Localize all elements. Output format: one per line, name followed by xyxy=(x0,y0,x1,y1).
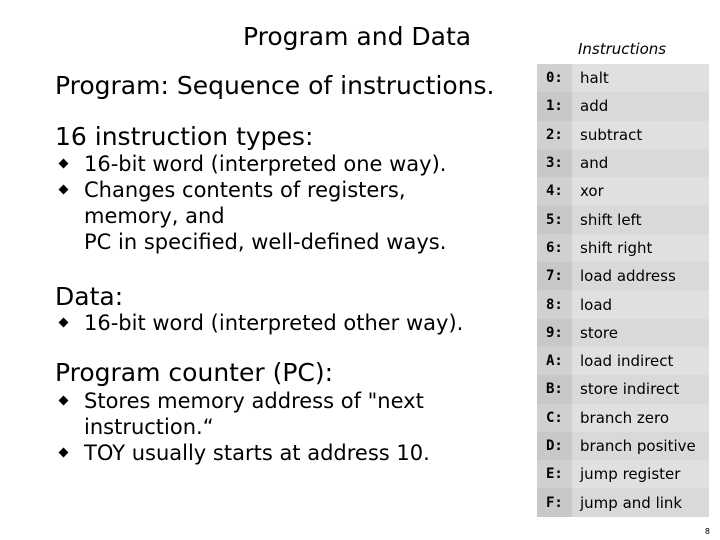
opcode: C: xyxy=(537,404,572,432)
instruction-row xyxy=(537,319,709,347)
opcode: 5: xyxy=(537,205,572,233)
instruction-name: load xyxy=(572,290,709,318)
instruction-row xyxy=(537,205,709,233)
pc-bullet-1-cont: instruction.“ xyxy=(84,415,214,439)
instruction-row xyxy=(537,149,709,177)
instruction-name: store indirect xyxy=(572,375,709,403)
program-line: Program: Sequence of instructions. xyxy=(55,71,495,100)
instruction-name: branch zero xyxy=(572,404,709,432)
bullet-icon xyxy=(59,396,69,406)
page-number: 8 xyxy=(704,527,710,536)
pc-bullet-1: Stores memory address of "next xyxy=(84,389,424,413)
data-heading: Data: xyxy=(55,282,124,311)
opcode: 0: xyxy=(537,64,572,92)
opcode: 4: xyxy=(537,177,572,205)
opcode: A: xyxy=(537,347,572,375)
bullet-icon xyxy=(59,185,69,195)
bullet-icon xyxy=(59,448,69,458)
instruction-row xyxy=(537,460,709,488)
instruction-row xyxy=(537,177,709,205)
instruction-name: jump register xyxy=(572,460,709,488)
instruction-name: load address xyxy=(572,262,709,290)
instruction-name: branch positive xyxy=(572,432,709,460)
pc-heading: Program counter (PC): xyxy=(55,358,334,387)
opcode: 3: xyxy=(537,149,572,177)
instruction-name: halt xyxy=(572,64,709,92)
types-bullet-2-cont2: PC in specified, well-defined ways. xyxy=(84,230,447,254)
instruction-name: and xyxy=(572,149,709,177)
types-bullet-1: 16-bit word (interpreted one way). xyxy=(84,152,447,176)
instruction-row xyxy=(537,92,709,120)
pc-bullet-2: TOY usually starts at address 10. xyxy=(84,441,430,465)
opcode: E: xyxy=(537,460,572,488)
opcode: B: xyxy=(537,375,572,403)
opcode: F: xyxy=(537,488,572,516)
instruction-name: add xyxy=(572,92,709,120)
bullet-icon xyxy=(59,318,69,328)
instruction-name: load indirect xyxy=(572,347,709,375)
instruction-row xyxy=(537,234,709,262)
instruction-row xyxy=(537,347,709,375)
opcode: 2: xyxy=(537,121,572,149)
instruction-row xyxy=(537,290,709,318)
instruction-name: jump and link xyxy=(572,488,709,516)
slide-title: Program and Data xyxy=(243,22,472,51)
instruction-table xyxy=(537,64,709,517)
instruction-name: shift left xyxy=(572,205,709,233)
data-bullet: 16-bit word (interpreted other way). xyxy=(84,311,464,335)
instruction-name: shift right xyxy=(572,234,709,262)
instructions-title: Instructions xyxy=(578,40,667,58)
instruction-row xyxy=(537,432,709,460)
opcode: 7: xyxy=(537,262,572,290)
instruction-row xyxy=(537,404,709,432)
instruction-row xyxy=(537,262,709,290)
types-bullet-2-cont: memory, and xyxy=(84,204,225,228)
opcode: 8: xyxy=(537,290,572,318)
types-heading: 16 instruction types: xyxy=(55,122,314,151)
types-bullet-2: Changes contents of registers, xyxy=(84,178,406,202)
opcode: 1: xyxy=(537,92,572,120)
opcode: D: xyxy=(537,432,572,460)
bullet-icon xyxy=(59,159,69,169)
instruction-row xyxy=(537,121,709,149)
instruction-row xyxy=(537,488,709,516)
instruction-name: subtract xyxy=(572,121,709,149)
opcode: 9: xyxy=(537,319,572,347)
instruction-row xyxy=(537,375,709,403)
instruction-name: xor xyxy=(572,177,709,205)
instruction-row xyxy=(537,64,709,92)
instruction-name: store xyxy=(572,319,709,347)
opcode: 6: xyxy=(537,234,572,262)
